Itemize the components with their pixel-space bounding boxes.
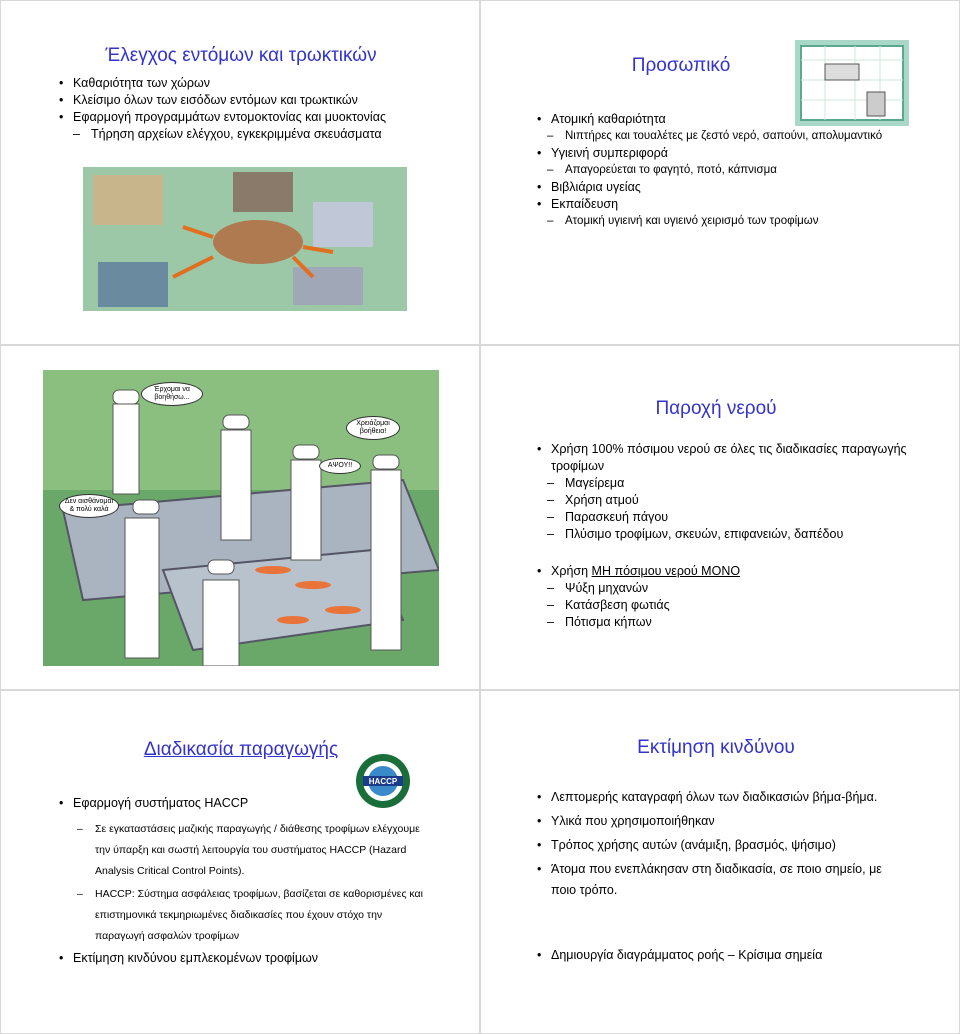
sub-bullet-item: – Πλύσιμο τροφίμων, σκευών, επιφανειών, δαπέδου bbox=[537, 526, 917, 543]
sub-bullet-item: – HACCP: Σύστημα ασφάλειας τροφίμων, βασίζεται σε καθορισμένες και επιστημονικά τεκμηριωμένες διαδικασίες που έχουν στόχο την παραγωγή ασφαλών τροφίμων bbox=[67, 884, 427, 947]
sub-bullet-item: – Χρήση ατμού bbox=[537, 492, 917, 509]
slide-pest-control bbox=[0, 0, 480, 345]
bullet-list bbox=[537, 563, 917, 631]
sub-bullet-item: – Κατάσβεση φωτιάς bbox=[537, 597, 917, 614]
bullet-item: • Χρήση 100% πόσιμου νερού σε όλες τις διαδικασίες παραγωγής τροφίμων bbox=[537, 441, 917, 475]
kitchen-staff-illustration bbox=[43, 370, 439, 666]
bullet-list bbox=[537, 787, 897, 901]
bullet-item bbox=[537, 563, 917, 580]
slide-title: Προσωπικό bbox=[631, 55, 731, 76]
bullet-list bbox=[537, 111, 897, 230]
sub-bullet-item: – Παρασκευή πάγου bbox=[537, 509, 917, 526]
slide-staff bbox=[480, 0, 960, 345]
underlined-text: ΜΗ πόσιμου νερού ΜΟΝΟ bbox=[591, 564, 741, 578]
bullet-item: • Βιβλιάρια υγείας bbox=[537, 179, 897, 196]
bullet-item: • Λεπτομερής καταγραφή όλων των διαδικασιών βήμα-βήμα. bbox=[537, 787, 897, 808]
bullet-item: • Υλικά που χρησιμοποιήθηκαν bbox=[537, 811, 897, 832]
bullet-item: • Εφαρμογή συστήματος HACCP bbox=[59, 795, 429, 812]
bullet-item: • Τρόπος χρήσης αυτών (ανάμιξη, βρασμός, ψήσιμο) bbox=[537, 835, 897, 856]
sub-bullet-item: – Νιπτήρες και τουαλέτες με ζεστό νερό, σαπούνι, απολυμαντικό bbox=[537, 128, 897, 145]
sub-bullet-item: – Σε εγκαταστάσεις μαζικής παραγωγής / διάθεσης τροφίμων ελέγχουμε την ύπαρξη και σωστή λειτουργία του συστήματος HACCP (Hazard Analysis Critical Control Points). bbox=[67, 819, 427, 882]
bullet-item: • Εκτίμηση κινδύνου εμπλεκομένων τροφίμων bbox=[59, 950, 429, 967]
slide-risk-assessment bbox=[480, 690, 960, 1034]
bullet-item: • Καθαριότητα των χώρων bbox=[59, 75, 459, 92]
bullet-list bbox=[59, 950, 429, 967]
slide-title: Εκτίμηση κινδύνου bbox=[637, 737, 795, 758]
bullet-item: • Δημιουργία διαγράμματος ροής – Κρίσιμα σημεία bbox=[537, 947, 917, 964]
slide-title: Έλεγχος εντόμων και τρωκτικών bbox=[105, 45, 377, 66]
slide-water-supply bbox=[480, 345, 960, 690]
speech-bubble: Δεν αισθάνομαι & πολύ καλά bbox=[59, 494, 119, 518]
slide-kitchen-illustration bbox=[0, 345, 480, 690]
bullet-list bbox=[537, 441, 917, 543]
bullet-item: • Ατομική καθαριότητα bbox=[537, 111, 897, 128]
bullet-item: • Υγιεινή συμπεριφορά bbox=[537, 145, 897, 162]
bullet-list bbox=[59, 795, 429, 812]
slide-title: Διαδικασία παραγωγής bbox=[143, 739, 339, 760]
slide-title: Παροχή νερού bbox=[655, 398, 777, 419]
bullet-list bbox=[59, 75, 459, 143]
sub-bullet-item: – Ψύξη μηχανών bbox=[537, 580, 917, 597]
sub-bullet-list bbox=[67, 819, 427, 947]
sub-bullet-item: – Πότισμα κήπων bbox=[537, 614, 917, 631]
sub-bullet-item: – Τήρηση αρχείων ελέγχου, εγκεκριμμένα σκευάσματα bbox=[63, 126, 459, 143]
bullet-item: • Εκπαίδευση bbox=[537, 196, 897, 213]
speech-bubble: Χρειάζομαι βοήθεια! bbox=[346, 416, 400, 440]
speech-bubble: ΑΨΟΥ!! bbox=[319, 458, 361, 474]
pest-control-illustration bbox=[83, 167, 407, 311]
sub-bullet-item: – Μαγείρεμα bbox=[537, 475, 917, 492]
bullet-item: • Εφαρμογή προγραμμάτων εντομοκτονίας και μυοκτονίας bbox=[59, 109, 459, 126]
bullet-item: • Κλείσιμο όλων των εισόδων εντόμων και τρωκτικών bbox=[59, 92, 459, 109]
haccp-logo-text: HACCP bbox=[368, 777, 398, 786]
sub-bullet-item: – Ατομική υγιεινή και υγιεινό χειρισμό των τροφίμων bbox=[537, 213, 897, 230]
bullet-text: Χρήση bbox=[551, 564, 592, 578]
slide-production-process bbox=[0, 690, 480, 1034]
sub-bullet-item: – Απαγορεύεται το φαγητό, ποτό, κάπνισμα bbox=[537, 162, 897, 179]
bullet-item: • Άτομα που ενεπλάκησαν στη διαδικασία, σε ποιο σημείο, με ποιο τρόπο. bbox=[537, 859, 897, 901]
bullet-list bbox=[537, 947, 917, 964]
speech-bubble: Έρχομαι να βοηθήσω... bbox=[141, 382, 203, 406]
